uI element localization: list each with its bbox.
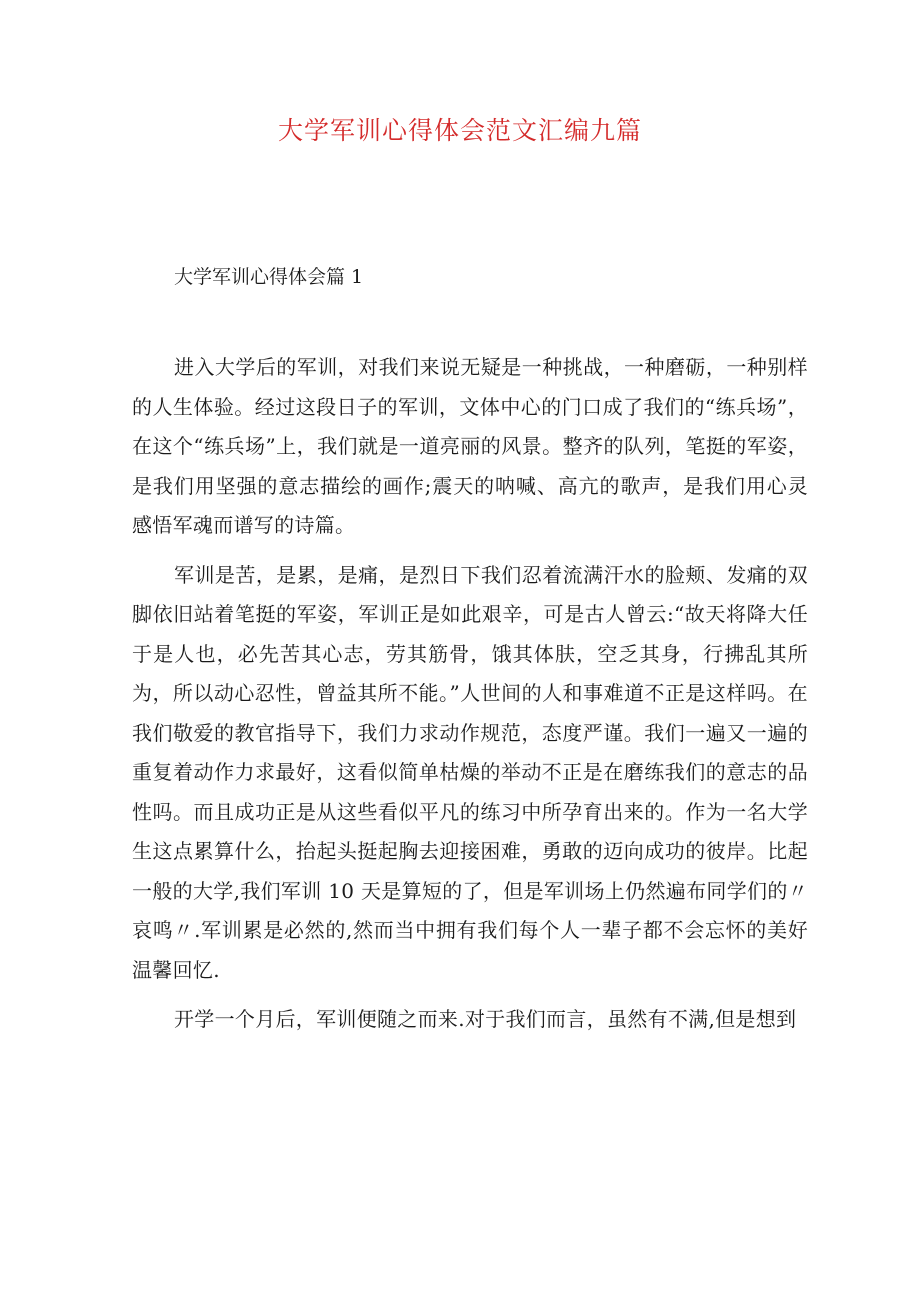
paragraph: 军训是苦，是累，是痛，是烈日下我们忍着流满汗水的脸颊、发痛的双脚依旧站着笔挺的军姿，军训正是如此艰辛，可是古人曾云:“故天将降大任于是人也，必先苦其心志，劳其筋骨，饿其体肤，空乏其身，行拂乱其所为，所以动心忍性，曾益其所不能。”人世间的人和事难道不正是这样吗。在我们敬爱的教官指导下，我们力求动作规范，态度严谨。我们一遍又一遍的重复着动作力求最好，这看似简单枯燥的举动不正是在磨练我们的意志的品性吗。而且成功正是从这些看似平凡的练习中所孕育出来的。作为一名大学生这点累算什么，抬起头挺起胸去迎接困难，勇敢的迈向成功的彼岸。比起一般的大学,我们军训 10 天是算短的了，但是军训场上仍然遍布同学们的〃哀鸣〃.军训累是必然的,然而当中拥有我们每个人一辈子都不会忘怀的美好温馨回忆. <box>132 562 808 982</box>
paragraph: 开学一个月后，军训便随之而来.对于我们而言，虽然有不满,但是想到 <box>174 1007 797 1031</box>
document-body <box>132 348 808 1040</box>
document-title: 大学军训心得体会范文汇编九篇 <box>277 116 642 145</box>
section-heading: 大学军训心得体会篇 1 <box>174 266 364 288</box>
paragraph: 进入大学后的军训，对我们来说无疑是一种挑战，一种磨砺，一种别样的人生体验。经过这段日子的军训，文体中心的门口成了我们的“练兵场”，在这个“练兵场”上，我们就是一道亮丽的风景。整齐的队列，笔挺的军姿，是我们用坚强的意志描绘的画作;震天的呐喊、高亢的歌声，是我们用心灵感悟军魂而谱写的诗篇。 <box>132 355 808 537</box>
